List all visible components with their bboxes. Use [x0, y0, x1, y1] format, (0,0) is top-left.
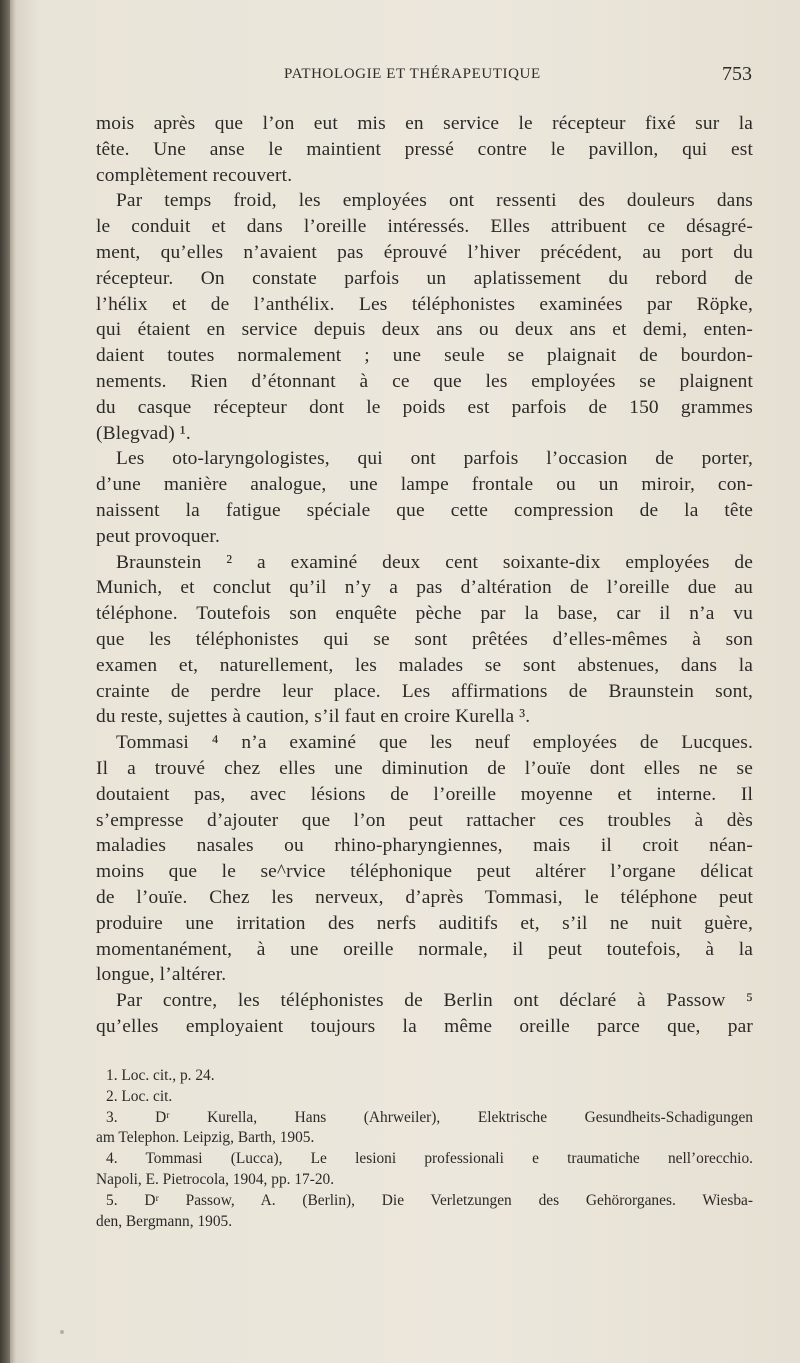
text-line: mois après que l’on eut mis en service le récepteur fixé sur la [96, 113, 753, 134]
footnote-continuation: am Telephon. Leipzig, Barth, 1905. [96, 1129, 315, 1147]
text-line: produire une irritation des nerfs auditifs et, s’il ne nuit guère, [96, 912, 753, 934]
text-line: s’empresse d’ajouter que l’on peut rattacher ces troubles à dès [96, 809, 753, 831]
footnote: 3. Dʳ Kurella, Hans (Ahrweiler), Elektrische Gesundheits-Schadigungen [106, 1108, 753, 1126]
text-line: Tommasi ⁴ n’a examiné que les neuf employées de Lucques. [116, 732, 753, 754]
footnote: 4. Tommasi (Lucca), Le lesioni professionali e traumatiche nell’orecchio. [106, 1150, 753, 1168]
text-line: Par temps froid, les employées ont ressenti des douleurs dans [116, 190, 753, 212]
text-line: qu’elles employaient toujours la même oreille parce que, par [96, 1015, 753, 1037]
footnote-continuation: den, Bergmann, 1905. [96, 1212, 233, 1230]
running-title: PATHOLOGIE ET THÉRAPEUTIQUE [284, 66, 541, 82]
text-line: Munich, et conclut qu’il n’y a pas d’altération de l’oreille due au [96, 577, 753, 599]
page-header [100, 63, 752, 90]
text-line: nements. Rien d’étonnant à ce que les employées se plaignent [96, 370, 753, 392]
text-line: de l’ouïe. Chez les nerveux, d’après Tommasi, le téléphone peut [96, 886, 753, 908]
page-number: 753 [722, 63, 752, 85]
text-line: examen et, naturellement, les malades se sont abstenues, dans la [96, 654, 753, 676]
text-line: tête. Une anse le maintient pressé contre le pavillon, qui est [96, 138, 753, 160]
text-line: récepteur. On constate parfois un aplatissement du rebord de [96, 267, 753, 289]
text-line: momentanément, à une oreille normale, il peut toutefois, à la [96, 938, 753, 960]
footnote: 1. Loc. cit., p. 24. [106, 1067, 215, 1084]
text-line: longue, l’altérer. [96, 964, 227, 986]
text-line: Il a trouvé chez elles une diminution de l’ouïe dont elles ne se [96, 757, 753, 779]
text-line: complètement recouvert. [96, 164, 293, 186]
footnotes [96, 1066, 753, 1232]
text-line: téléphone. Toutefois son enquête pèche par la base, car il n’a vu [96, 603, 753, 625]
text-line: Les oto-laryngologistes, qui ont parfois l’occasion de porter, [116, 448, 753, 470]
body-text [96, 111, 753, 1040]
text-line: (Blegvad) ¹. [96, 422, 191, 444]
text-line: ment, qu’elles n’avaient pas éprouvé l’hiver précédent, au port du [96, 241, 753, 263]
text-line: moins que le se^rvice téléphonique peut altérer l’organe délicat [96, 861, 753, 883]
paper-speck [60, 1330, 64, 1334]
text-line: Braunstein ² a examiné deux cent soixante-dix employées de [116, 551, 753, 573]
text-line: l’hélix et de l’anthélix. Les téléphonistes examinées par Röpke, [96, 293, 753, 315]
text-line: doutaient pas, avec lésions de l’oreille moyenne et interne. Il [96, 783, 753, 805]
footnote: 2. Loc. cit. [106, 1087, 173, 1105]
text-line: qui étaient en service depuis deux ans ou deux ans et demi, enten- [96, 319, 753, 341]
text-line: que les téléphonistes qui se sont prêtées d’elles-mêmes à son [96, 628, 753, 650]
text-line: d’une manière analogue, une lampe frontale ou un miroir, con- [96, 474, 753, 496]
text-line: du reste, sujettes à caution, s’il faut en croire Kurella ³. [96, 706, 531, 728]
text-line: daient toutes normalement ; une seule se plaignait de bourdon- [96, 345, 753, 367]
footnote-continuation: Napoli, E. Pietrocola, 1904, pp. 17-20. [96, 1170, 335, 1188]
text-line: crainte de perdre leur place. Les affirmations de Braunstein sont, [96, 680, 753, 702]
text-line: peut provoquer. [96, 525, 220, 547]
text-line: Par contre, les téléphonistes de Berlin ont déclaré à Passow ⁵ [116, 990, 753, 1012]
text-line: naissent la fatigue spéciale que cette compression de la tête [96, 499, 753, 521]
text-line: maladies nasales ou rhino-pharyngiennes, mais il croit néan- [96, 835, 753, 857]
footnote: 5. Dʳ Passow, A. (Berlin), Die Verletzungen des Gehörorganes. Wiesba- [106, 1191, 753, 1209]
book-spine-edge [0, 0, 10, 1363]
text-line: le conduit et dans l’oreille intéressés. Elles attribuent ce désagré- [96, 216, 753, 238]
text-line: du casque récepteur dont le poids est parfois de 150 grammes [96, 396, 753, 418]
